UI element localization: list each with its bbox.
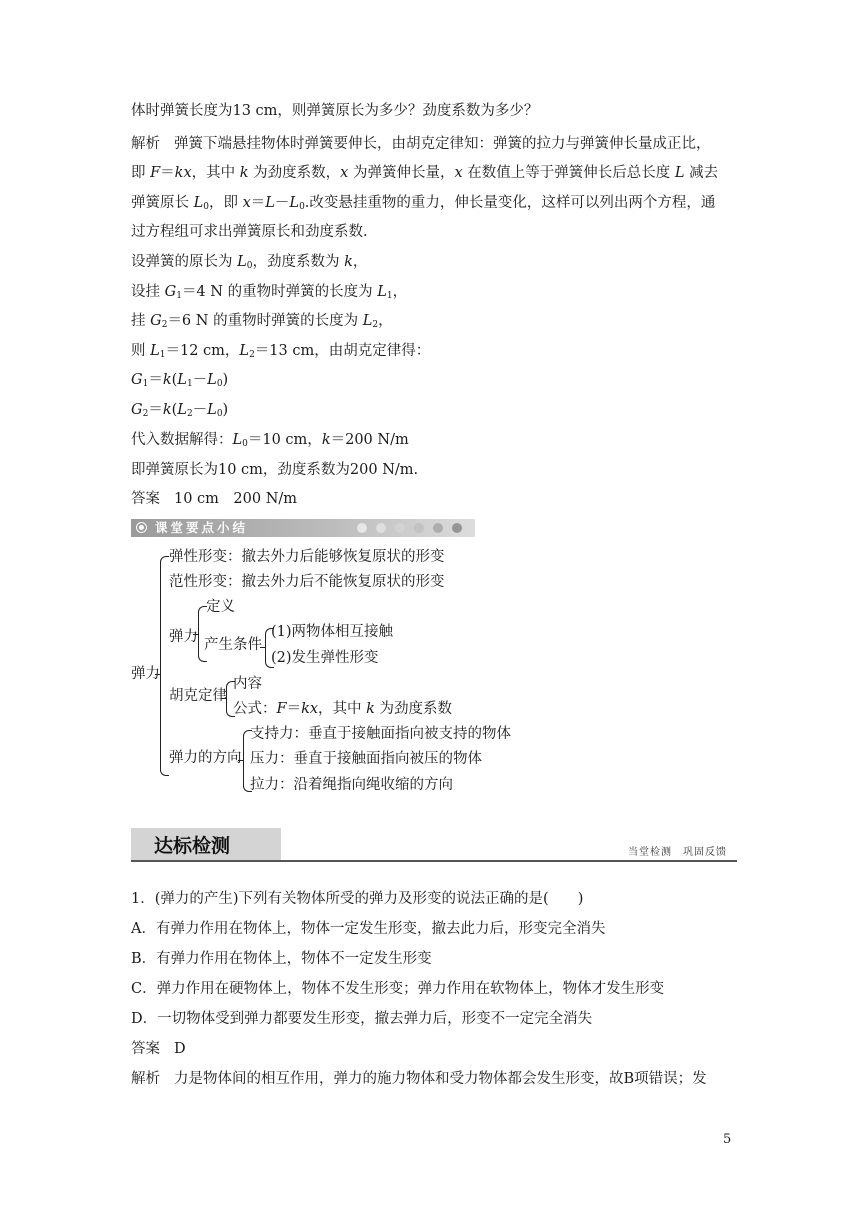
tree-force: 弹力 <box>169 629 198 645</box>
solution-line-2: 设挂 $G_1=4$ N 的重物时弹簧的长度为 $L_1$， <box>131 284 408 301</box>
tree-condition-2: (2)发生弹性形变 <box>271 650 379 666</box>
section-title: 达标检测 <box>154 835 231 857</box>
page-number: 5 <box>723 1132 732 1147</box>
tree-support-force: 支持力：垂直于接触面指向被支持的物体 <box>250 726 511 742</box>
summary-title: 课堂要点小结 <box>155 520 249 535</box>
tree-plastic-deformation: 范性形变：撤去外力后不能恢复原状的形变 <box>169 574 445 590</box>
section-subtitle: 当堂检测 巩固反馈 <box>628 847 727 858</box>
result-line-2: 即弹簧原长为10 cm，劲度系数为200 N/m. <box>131 462 419 478</box>
decor-dot-icon <box>357 523 367 533</box>
tree-pressure-force: 压力：垂直于接触面指向被压的物体 <box>250 751 482 767</box>
analysis-label: 解析 <box>131 1071 160 1087</box>
decor-dot-icon <box>433 523 443 533</box>
question-analysis: 解析 力是物体间的相互作用，弹力的施力物体和受力物体都会发生形变，故B项错误；发 <box>131 1071 707 1087</box>
tree-condition-1: (1)两物体相互接触 <box>271 624 394 640</box>
decor-dot-icon <box>395 523 405 533</box>
root-brace <box>160 556 169 776</box>
analysis-line-2: 即 F＝kx，其中 k 为劲度系数，x 为弹簧伸长量，x 在数值上等于弹簧伸长后总长度 L 减去 <box>131 165 719 181</box>
tree-root: 弹力 <box>131 666 160 682</box>
decor-dot-icon <box>376 523 386 533</box>
tree-formula: 公式：F＝kx，其中 k 为劲度系数 <box>233 701 453 717</box>
tree-hooke-law: 胡克定律 <box>169 688 227 704</box>
question-answer <box>131 1039 186 1059</box>
solution-line-3: 挂 $G_2=6$ N 的重物时弹簧的长度为 $L_2$， <box>131 313 393 330</box>
analysis-line-4: 过方程组可求出弹簧原长和劲度系数. <box>131 224 368 240</box>
equation-1: $G_1=k(L_1-L_0)$ <box>131 372 229 389</box>
decor-dot-icon <box>452 523 462 533</box>
answer-label: 答案 <box>131 491 160 507</box>
analysis-label: 解析 <box>131 136 160 152</box>
target-icon <box>136 522 147 533</box>
answer-value: 10 cm 200 N/m <box>174 491 298 507</box>
tree-direction: 弹力的方向 <box>169 750 242 766</box>
tree-definition: 定义 <box>206 599 235 615</box>
answer-label: 答案 <box>131 1041 160 1057</box>
section-header-rule <box>131 860 737 862</box>
equation-2: $G_2=k(L_2-L_0)$ <box>131 402 229 419</box>
solution-line-4: 则 $L_1=12$ cm，$L_2=13$ cm，由胡克定律得： <box>131 343 431 360</box>
decor-dot-icon <box>414 523 424 533</box>
result-line-1: 代入数据解得：$L_0=10$ cm，k＝200 N/m <box>131 432 409 449</box>
option-b: B．有弹力作用在物体上，物体不一定发生形变 <box>131 951 432 967</box>
tree-tension-force: 拉力：沿着绳指向绳收缩的方向 <box>250 777 453 793</box>
answer-line <box>131 489 297 509</box>
option-a: A．有弹力作用在物体上，物体一定发生形变，撤去此力后，形变完全消失 <box>131 921 606 937</box>
analysis-line-3: 弹簧原长 $L_0$，即 $x=L-L_0$.改变悬挂重物的重力，伸长量变化，这样可以列出两个方程，通 <box>131 195 716 212</box>
solution-line-1: 设弹簧的原长为 $L_0$，劲度系数为 k， <box>131 254 368 271</box>
option-c: C．弹力作用在硬物体上，物体不发生形变；弹力作用在软物体上，物体才发生形变 <box>131 981 665 997</box>
summary-section-bar <box>131 519 475 537</box>
question-stem: 1．(弹力的产生)下列有关物体所受的弹力及形变的说法正确的是( ) <box>131 891 584 907</box>
tree-condition: 产生条件 <box>204 637 262 653</box>
tree-content: 内容 <box>233 676 262 692</box>
option-d: D．一切物体受到弹力都要发生形变，撤去弹力后，形变不一定完全消失 <box>131 1011 593 1027</box>
problem-text-line: 体时弹簧长度为13 cm，则弹簧原长为多少？劲度系数为多少？ <box>131 103 539 119</box>
analysis-line-1: 解析 弹簧下端悬挂物体时弹簧要伸长，由胡克定律知：弹簧的拉力与弹簧伸长量成正比， <box>131 136 711 152</box>
answer-value: D <box>174 1041 186 1057</box>
tree-elastic-deformation: 弹性形变：撤去外力后能够恢复原状的形变 <box>169 549 445 565</box>
